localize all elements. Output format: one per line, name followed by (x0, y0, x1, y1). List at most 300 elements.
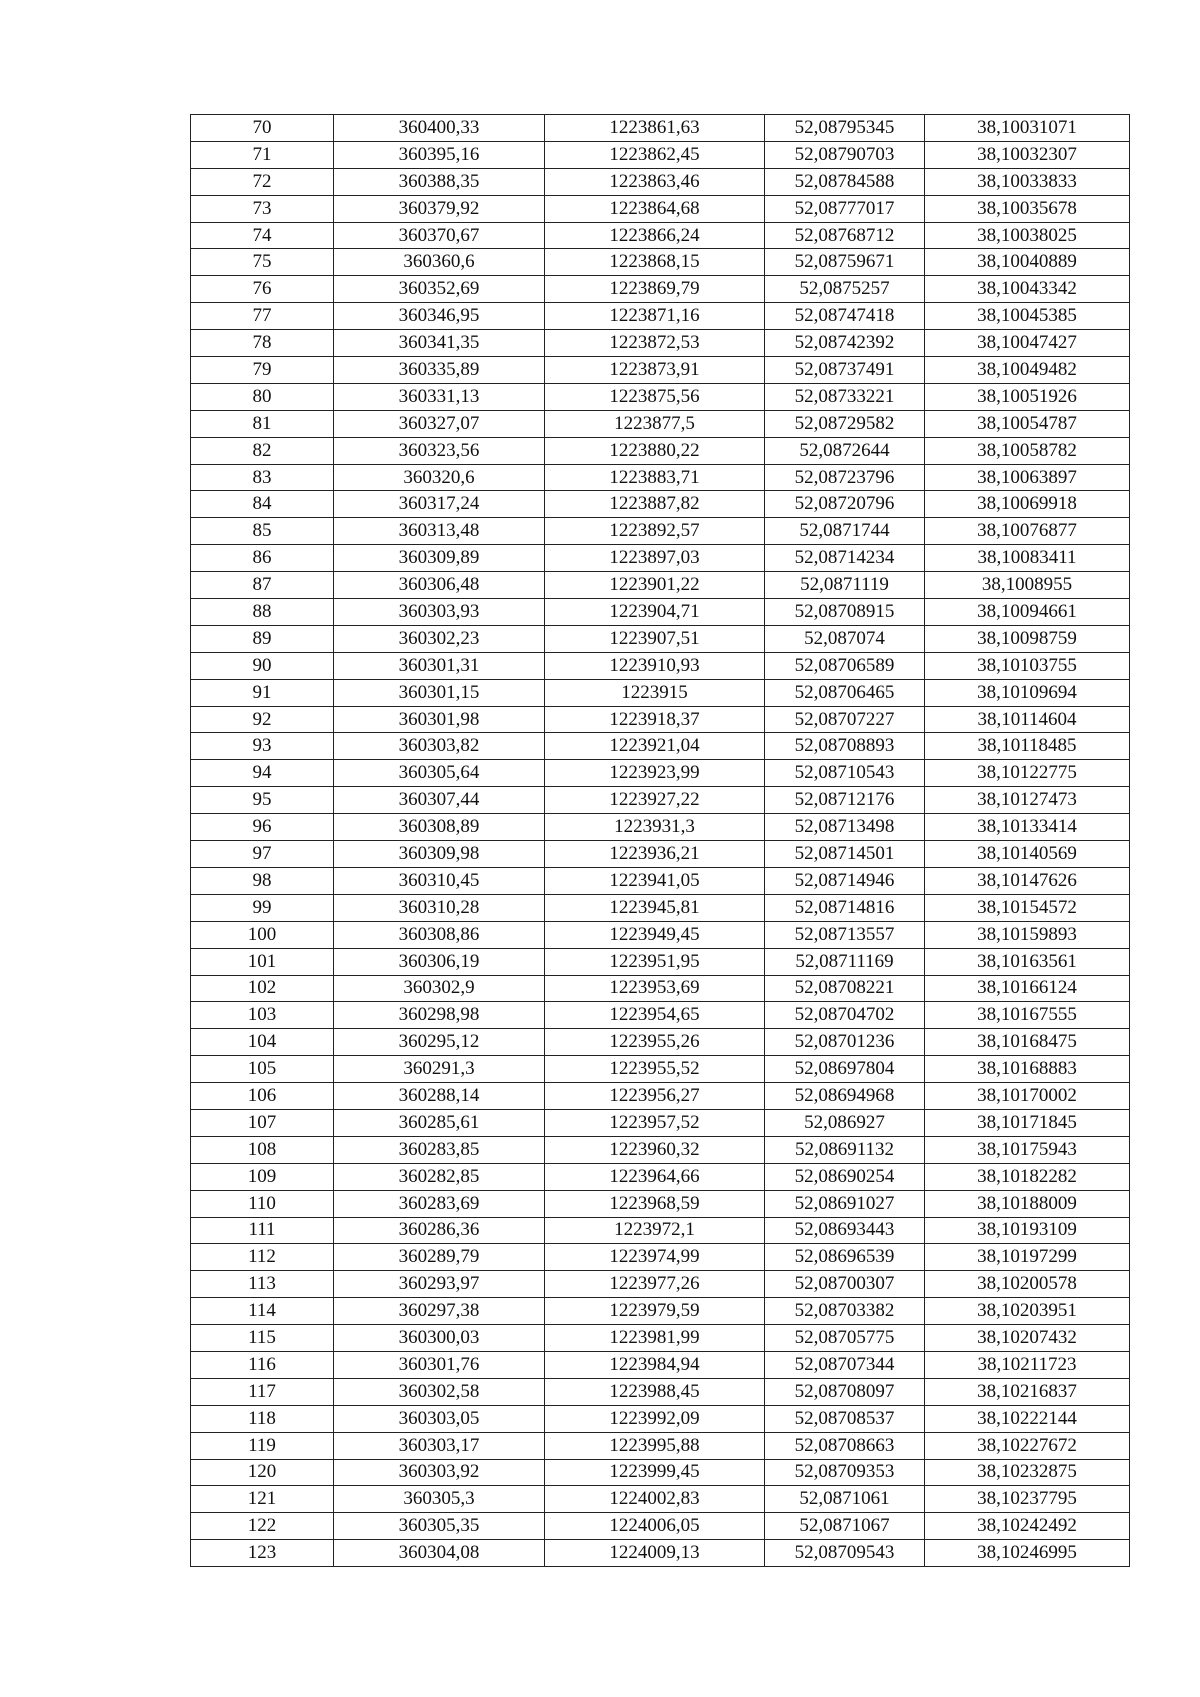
table-row (191, 814, 1130, 841)
latitude-cell: 52,08701236 (765, 1029, 925, 1056)
latitude-cell: 52,08693443 (765, 1217, 925, 1244)
y-coordinate-cell: 1224009,13 (545, 1540, 765, 1567)
latitude-cell: 52,08790703 (765, 141, 925, 168)
longitude-cell: 38,10222144 (925, 1405, 1130, 1432)
latitude-cell: 52,08795345 (765, 115, 925, 142)
table-row (191, 1109, 1130, 1136)
x-coordinate-cell: 360286,36 (334, 1217, 545, 1244)
y-coordinate-cell: 1223907,51 (545, 625, 765, 652)
point-number-cell: 115 (191, 1325, 334, 1352)
coordinates-table (190, 114, 1130, 1567)
longitude-cell: 38,10242492 (925, 1513, 1130, 1540)
y-coordinate-cell: 1223927,22 (545, 787, 765, 814)
point-number-cell: 79 (191, 357, 334, 384)
y-coordinate-cell: 1223866,24 (545, 222, 765, 249)
latitude-cell: 52,08709543 (765, 1540, 925, 1567)
y-coordinate-cell: 1223861,63 (545, 115, 765, 142)
y-coordinate-cell: 1223955,52 (545, 1056, 765, 1083)
table-row (191, 141, 1130, 168)
y-coordinate-cell: 1223904,71 (545, 599, 765, 626)
x-coordinate-cell: 360352,69 (334, 276, 545, 303)
longitude-cell: 38,10118485 (925, 733, 1130, 760)
table-row (191, 437, 1130, 464)
table-row (191, 115, 1130, 142)
x-coordinate-cell: 360360,6 (334, 249, 545, 276)
point-number-cell: 101 (191, 948, 334, 975)
x-coordinate-cell: 360303,82 (334, 733, 545, 760)
longitude-cell: 38,10175943 (925, 1136, 1130, 1163)
latitude-cell: 52,08712176 (765, 787, 925, 814)
longitude-cell: 38,10122775 (925, 760, 1130, 787)
latitude-cell: 52,08704702 (765, 1002, 925, 1029)
table-row (191, 1432, 1130, 1459)
longitude-cell: 38,10043342 (925, 276, 1130, 303)
y-coordinate-cell: 1223863,46 (545, 168, 765, 195)
y-coordinate-cell: 1223871,16 (545, 303, 765, 330)
y-coordinate-cell: 1223999,45 (545, 1459, 765, 1486)
longitude-cell: 38,10159893 (925, 921, 1130, 948)
longitude-cell: 38,10103755 (925, 652, 1130, 679)
x-coordinate-cell: 360301,31 (334, 652, 545, 679)
point-number-cell: 70 (191, 115, 334, 142)
x-coordinate-cell: 360297,38 (334, 1298, 545, 1325)
table-row (191, 948, 1130, 975)
table-row (191, 1002, 1130, 1029)
table-row (191, 1244, 1130, 1271)
point-number-cell: 80 (191, 383, 334, 410)
point-number-cell: 120 (191, 1459, 334, 1486)
y-coordinate-cell: 1223868,15 (545, 249, 765, 276)
point-number-cell: 119 (191, 1432, 334, 1459)
x-coordinate-cell: 360301,15 (334, 679, 545, 706)
table-row (191, 1163, 1130, 1190)
latitude-cell: 52,08690254 (765, 1163, 925, 1190)
latitude-cell: 52,0875257 (765, 276, 925, 303)
x-coordinate-cell: 360307,44 (334, 787, 545, 814)
point-number-cell: 109 (191, 1163, 334, 1190)
table-row (191, 1405, 1130, 1432)
table-row (191, 491, 1130, 518)
table-row (191, 572, 1130, 599)
table-row (191, 1540, 1130, 1567)
latitude-cell: 52,08708893 (765, 733, 925, 760)
y-coordinate-cell: 1223931,3 (545, 814, 765, 841)
longitude-cell: 38,10168475 (925, 1029, 1130, 1056)
point-number-cell: 73 (191, 195, 334, 222)
longitude-cell: 38,10035678 (925, 195, 1130, 222)
x-coordinate-cell: 360305,3 (334, 1486, 545, 1513)
x-coordinate-cell: 360303,92 (334, 1459, 545, 1486)
latitude-cell: 52,08720796 (765, 491, 925, 518)
point-number-cell: 123 (191, 1540, 334, 1567)
latitude-cell: 52,08708537 (765, 1405, 925, 1432)
latitude-cell: 52,08759671 (765, 249, 925, 276)
latitude-cell: 52,08714234 (765, 545, 925, 572)
table-row (191, 464, 1130, 491)
point-number-cell: 75 (191, 249, 334, 276)
x-coordinate-cell: 360335,89 (334, 357, 545, 384)
x-coordinate-cell: 360331,13 (334, 383, 545, 410)
x-coordinate-cell: 360295,12 (334, 1029, 545, 1056)
y-coordinate-cell: 1223957,52 (545, 1109, 765, 1136)
longitude-cell: 38,10154572 (925, 894, 1130, 921)
y-coordinate-cell: 1223995,88 (545, 1432, 765, 1459)
longitude-cell: 38,10038025 (925, 222, 1130, 249)
point-number-cell: 83 (191, 464, 334, 491)
table-row (191, 1083, 1130, 1110)
point-number-cell: 88 (191, 599, 334, 626)
point-number-cell: 77 (191, 303, 334, 330)
point-number-cell: 87 (191, 572, 334, 599)
longitude-cell: 38,10058782 (925, 437, 1130, 464)
x-coordinate-cell: 360302,58 (334, 1378, 545, 1405)
latitude-cell: 52,0872644 (765, 437, 925, 464)
longitude-cell: 38,10193109 (925, 1217, 1130, 1244)
latitude-cell: 52,08706589 (765, 652, 925, 679)
longitude-cell: 38,10054787 (925, 410, 1130, 437)
y-coordinate-cell: 1223936,21 (545, 841, 765, 868)
point-number-cell: 91 (191, 679, 334, 706)
point-number-cell: 108 (191, 1136, 334, 1163)
latitude-cell: 52,08705775 (765, 1325, 925, 1352)
table-row (191, 1136, 1130, 1163)
x-coordinate-cell: 360370,67 (334, 222, 545, 249)
point-number-cell: 97 (191, 841, 334, 868)
y-coordinate-cell: 1223956,27 (545, 1083, 765, 1110)
point-number-cell: 95 (191, 787, 334, 814)
x-coordinate-cell: 360303,93 (334, 599, 545, 626)
latitude-cell: 52,087074 (765, 625, 925, 652)
longitude-cell: 38,1008955 (925, 572, 1130, 599)
table-row (191, 975, 1130, 1002)
longitude-cell: 38,10207432 (925, 1325, 1130, 1352)
table-row (191, 1486, 1130, 1513)
table-row (191, 867, 1130, 894)
point-number-cell: 90 (191, 652, 334, 679)
longitude-cell: 38,10069918 (925, 491, 1130, 518)
point-number-cell: 93 (191, 733, 334, 760)
point-number-cell: 121 (191, 1486, 334, 1513)
x-coordinate-cell: 360317,24 (334, 491, 545, 518)
longitude-cell: 38,10232875 (925, 1459, 1130, 1486)
point-number-cell: 122 (191, 1513, 334, 1540)
y-coordinate-cell: 1223951,95 (545, 948, 765, 975)
x-coordinate-cell: 360320,6 (334, 464, 545, 491)
y-coordinate-cell: 1223892,57 (545, 518, 765, 545)
point-number-cell: 96 (191, 814, 334, 841)
latitude-cell: 52,08708915 (765, 599, 925, 626)
latitude-cell: 52,08709353 (765, 1459, 925, 1486)
table-row (191, 760, 1130, 787)
longitude-cell: 38,10083411 (925, 545, 1130, 572)
latitude-cell: 52,08747418 (765, 303, 925, 330)
latitude-cell: 52,08708663 (765, 1432, 925, 1459)
y-coordinate-cell: 1223875,56 (545, 383, 765, 410)
x-coordinate-cell: 360379,92 (334, 195, 545, 222)
table-row (191, 249, 1130, 276)
x-coordinate-cell: 360327,07 (334, 410, 545, 437)
x-coordinate-cell: 360341,35 (334, 330, 545, 357)
longitude-cell: 38,10098759 (925, 625, 1130, 652)
x-coordinate-cell: 360310,28 (334, 894, 545, 921)
table-row (191, 276, 1130, 303)
y-coordinate-cell: 1223988,45 (545, 1378, 765, 1405)
x-coordinate-cell: 360301,76 (334, 1351, 545, 1378)
y-coordinate-cell: 1223887,82 (545, 491, 765, 518)
point-number-cell: 110 (191, 1190, 334, 1217)
latitude-cell: 52,08711169 (765, 948, 925, 975)
point-number-cell: 112 (191, 1244, 334, 1271)
y-coordinate-cell: 1223981,99 (545, 1325, 765, 1352)
latitude-cell: 52,08697804 (765, 1056, 925, 1083)
point-number-cell: 92 (191, 706, 334, 733)
x-coordinate-cell: 360400,33 (334, 115, 545, 142)
point-number-cell: 74 (191, 222, 334, 249)
point-number-cell: 76 (191, 276, 334, 303)
table-row (191, 1271, 1130, 1298)
longitude-cell: 38,10049482 (925, 357, 1130, 384)
point-number-cell: 114 (191, 1298, 334, 1325)
longitude-cell: 38,10133414 (925, 814, 1130, 841)
table-row (191, 330, 1130, 357)
point-number-cell: 118 (191, 1405, 334, 1432)
y-coordinate-cell: 1223910,93 (545, 652, 765, 679)
x-coordinate-cell: 360309,98 (334, 841, 545, 868)
table-row (191, 410, 1130, 437)
longitude-cell: 38,10197299 (925, 1244, 1130, 1271)
longitude-cell: 38,10109694 (925, 679, 1130, 706)
y-coordinate-cell: 1223872,53 (545, 330, 765, 357)
y-coordinate-cell: 1223918,37 (545, 706, 765, 733)
x-coordinate-cell: 360302,23 (334, 625, 545, 652)
longitude-cell: 38,10216837 (925, 1378, 1130, 1405)
table-row (191, 706, 1130, 733)
latitude-cell: 52,08714816 (765, 894, 925, 921)
x-coordinate-cell: 360308,86 (334, 921, 545, 948)
table-row (191, 1056, 1130, 1083)
point-number-cell: 111 (191, 1217, 334, 1244)
longitude-cell: 38,10045385 (925, 303, 1130, 330)
x-coordinate-cell: 360303,17 (334, 1432, 545, 1459)
x-coordinate-cell: 360303,05 (334, 1405, 545, 1432)
table-row (191, 545, 1130, 572)
y-coordinate-cell: 1223949,45 (545, 921, 765, 948)
point-number-cell: 117 (191, 1378, 334, 1405)
point-number-cell: 81 (191, 410, 334, 437)
point-number-cell: 113 (191, 1271, 334, 1298)
latitude-cell: 52,08691132 (765, 1136, 925, 1163)
longitude-cell: 38,10047427 (925, 330, 1130, 357)
latitude-cell: 52,08707227 (765, 706, 925, 733)
table-row (191, 1190, 1130, 1217)
longitude-cell: 38,10246995 (925, 1540, 1130, 1567)
latitude-cell: 52,08708221 (765, 975, 925, 1002)
table-row (191, 1378, 1130, 1405)
x-coordinate-cell: 360298,98 (334, 1002, 545, 1029)
x-coordinate-cell: 360305,35 (334, 1513, 545, 1540)
longitude-cell: 38,10127473 (925, 787, 1130, 814)
longitude-cell: 38,10170002 (925, 1083, 1130, 1110)
point-number-cell: 99 (191, 894, 334, 921)
table-row (191, 652, 1130, 679)
x-coordinate-cell: 360388,35 (334, 168, 545, 195)
point-number-cell: 104 (191, 1029, 334, 1056)
table-row (191, 841, 1130, 868)
table-row (191, 168, 1130, 195)
y-coordinate-cell: 1223869,79 (545, 276, 765, 303)
latitude-cell: 52,0871061 (765, 1486, 925, 1513)
latitude-cell: 52,08723796 (765, 464, 925, 491)
x-coordinate-cell: 360305,64 (334, 760, 545, 787)
y-coordinate-cell: 1223968,59 (545, 1190, 765, 1217)
table-row (191, 1351, 1130, 1378)
latitude-cell: 52,08703382 (765, 1298, 925, 1325)
x-coordinate-cell: 360308,89 (334, 814, 545, 841)
y-coordinate-cell: 1223921,04 (545, 733, 765, 760)
longitude-cell: 38,10114604 (925, 706, 1130, 733)
table-row (191, 195, 1130, 222)
table-row (191, 1217, 1130, 1244)
x-coordinate-cell: 360346,95 (334, 303, 545, 330)
point-number-cell: 105 (191, 1056, 334, 1083)
y-coordinate-cell: 1223941,05 (545, 867, 765, 894)
point-number-cell: 78 (191, 330, 334, 357)
y-coordinate-cell: 1224006,05 (545, 1513, 765, 1540)
point-number-cell: 85 (191, 518, 334, 545)
y-coordinate-cell: 1223873,91 (545, 357, 765, 384)
table-row (191, 1513, 1130, 1540)
longitude-cell: 38,10032307 (925, 141, 1130, 168)
latitude-cell: 52,08707344 (765, 1351, 925, 1378)
longitude-cell: 38,10094661 (925, 599, 1130, 626)
x-coordinate-cell: 360291,3 (334, 1056, 545, 1083)
y-coordinate-cell: 1223972,1 (545, 1217, 765, 1244)
longitude-cell: 38,10200578 (925, 1271, 1130, 1298)
x-coordinate-cell: 360313,48 (334, 518, 545, 545)
latitude-cell: 52,08737491 (765, 357, 925, 384)
longitude-cell: 38,10033833 (925, 168, 1130, 195)
y-coordinate-cell: 1223960,32 (545, 1136, 765, 1163)
table-row (191, 1298, 1130, 1325)
y-coordinate-cell: 1223974,99 (545, 1244, 765, 1271)
point-number-cell: 84 (191, 491, 334, 518)
latitude-cell: 52,0871067 (765, 1513, 925, 1540)
longitude-cell: 38,10140569 (925, 841, 1130, 868)
longitude-cell: 38,10031071 (925, 115, 1130, 142)
table-row (191, 679, 1130, 706)
table-row (191, 1325, 1130, 1352)
point-number-cell: 98 (191, 867, 334, 894)
x-coordinate-cell: 360302,9 (334, 975, 545, 1002)
latitude-cell: 52,08768712 (765, 222, 925, 249)
latitude-cell: 52,0871119 (765, 572, 925, 599)
table-row (191, 357, 1130, 384)
latitude-cell: 52,08777017 (765, 195, 925, 222)
x-coordinate-cell: 360395,16 (334, 141, 545, 168)
x-coordinate-cell: 360310,45 (334, 867, 545, 894)
x-coordinate-cell: 360323,56 (334, 437, 545, 464)
longitude-cell: 38,10063897 (925, 464, 1130, 491)
table-row (191, 921, 1130, 948)
longitude-cell: 38,10167555 (925, 1002, 1130, 1029)
point-number-cell: 72 (191, 168, 334, 195)
y-coordinate-cell: 1223880,22 (545, 437, 765, 464)
y-coordinate-cell: 1223979,59 (545, 1298, 765, 1325)
table-row (191, 625, 1130, 652)
table-row (191, 1459, 1130, 1486)
y-coordinate-cell: 1223953,69 (545, 975, 765, 1002)
longitude-cell: 38,10166124 (925, 975, 1130, 1002)
latitude-cell: 52,08714946 (765, 867, 925, 894)
latitude-cell: 52,08696539 (765, 1244, 925, 1271)
table-row (191, 303, 1130, 330)
point-number-cell: 94 (191, 760, 334, 787)
point-number-cell: 89 (191, 625, 334, 652)
y-coordinate-cell: 1223862,45 (545, 141, 765, 168)
x-coordinate-cell: 360283,69 (334, 1190, 545, 1217)
longitude-cell: 38,10147626 (925, 867, 1130, 894)
table-row (191, 1029, 1130, 1056)
y-coordinate-cell: 1223897,03 (545, 545, 765, 572)
y-coordinate-cell: 1223901,22 (545, 572, 765, 599)
y-coordinate-cell: 1223864,68 (545, 195, 765, 222)
point-number-cell: 106 (191, 1083, 334, 1110)
table-row (191, 518, 1130, 545)
latitude-cell: 52,08691027 (765, 1190, 925, 1217)
y-coordinate-cell: 1223954,65 (545, 1002, 765, 1029)
point-number-cell: 103 (191, 1002, 334, 1029)
x-coordinate-cell: 360306,19 (334, 948, 545, 975)
table-row (191, 599, 1130, 626)
latitude-cell: 52,086927 (765, 1109, 925, 1136)
y-coordinate-cell: 1223877,5 (545, 410, 765, 437)
latitude-cell: 52,08700307 (765, 1271, 925, 1298)
point-number-cell: 71 (191, 141, 334, 168)
x-coordinate-cell: 360289,79 (334, 1244, 545, 1271)
latitude-cell: 52,08713557 (765, 921, 925, 948)
longitude-cell: 38,10182282 (925, 1163, 1130, 1190)
x-coordinate-cell: 360301,98 (334, 706, 545, 733)
latitude-cell: 52,08710543 (765, 760, 925, 787)
table-row (191, 733, 1130, 760)
y-coordinate-cell: 1223964,66 (545, 1163, 765, 1190)
latitude-cell: 52,08729582 (765, 410, 925, 437)
latitude-cell: 52,08784588 (765, 168, 925, 195)
latitude-cell: 52,08733221 (765, 383, 925, 410)
latitude-cell: 52,08713498 (765, 814, 925, 841)
latitude-cell: 52,08708097 (765, 1378, 925, 1405)
latitude-cell: 52,08714501 (765, 841, 925, 868)
longitude-cell: 38,10203951 (925, 1298, 1130, 1325)
point-number-cell: 102 (191, 975, 334, 1002)
y-coordinate-cell: 1223992,09 (545, 1405, 765, 1432)
y-coordinate-cell: 1224002,83 (545, 1486, 765, 1513)
y-coordinate-cell: 1223984,94 (545, 1351, 765, 1378)
longitude-cell: 38,10163561 (925, 948, 1130, 975)
longitude-cell: 38,10188009 (925, 1190, 1130, 1217)
point-number-cell: 100 (191, 921, 334, 948)
y-coordinate-cell: 1223923,99 (545, 760, 765, 787)
latitude-cell: 52,08706465 (765, 679, 925, 706)
latitude-cell: 52,08694968 (765, 1083, 925, 1110)
x-coordinate-cell: 360300,03 (334, 1325, 545, 1352)
x-coordinate-cell: 360304,08 (334, 1540, 545, 1567)
point-number-cell: 107 (191, 1109, 334, 1136)
x-coordinate-cell: 360285,61 (334, 1109, 545, 1136)
table-row (191, 787, 1130, 814)
longitude-cell: 38,10076877 (925, 518, 1130, 545)
table-row (191, 222, 1130, 249)
